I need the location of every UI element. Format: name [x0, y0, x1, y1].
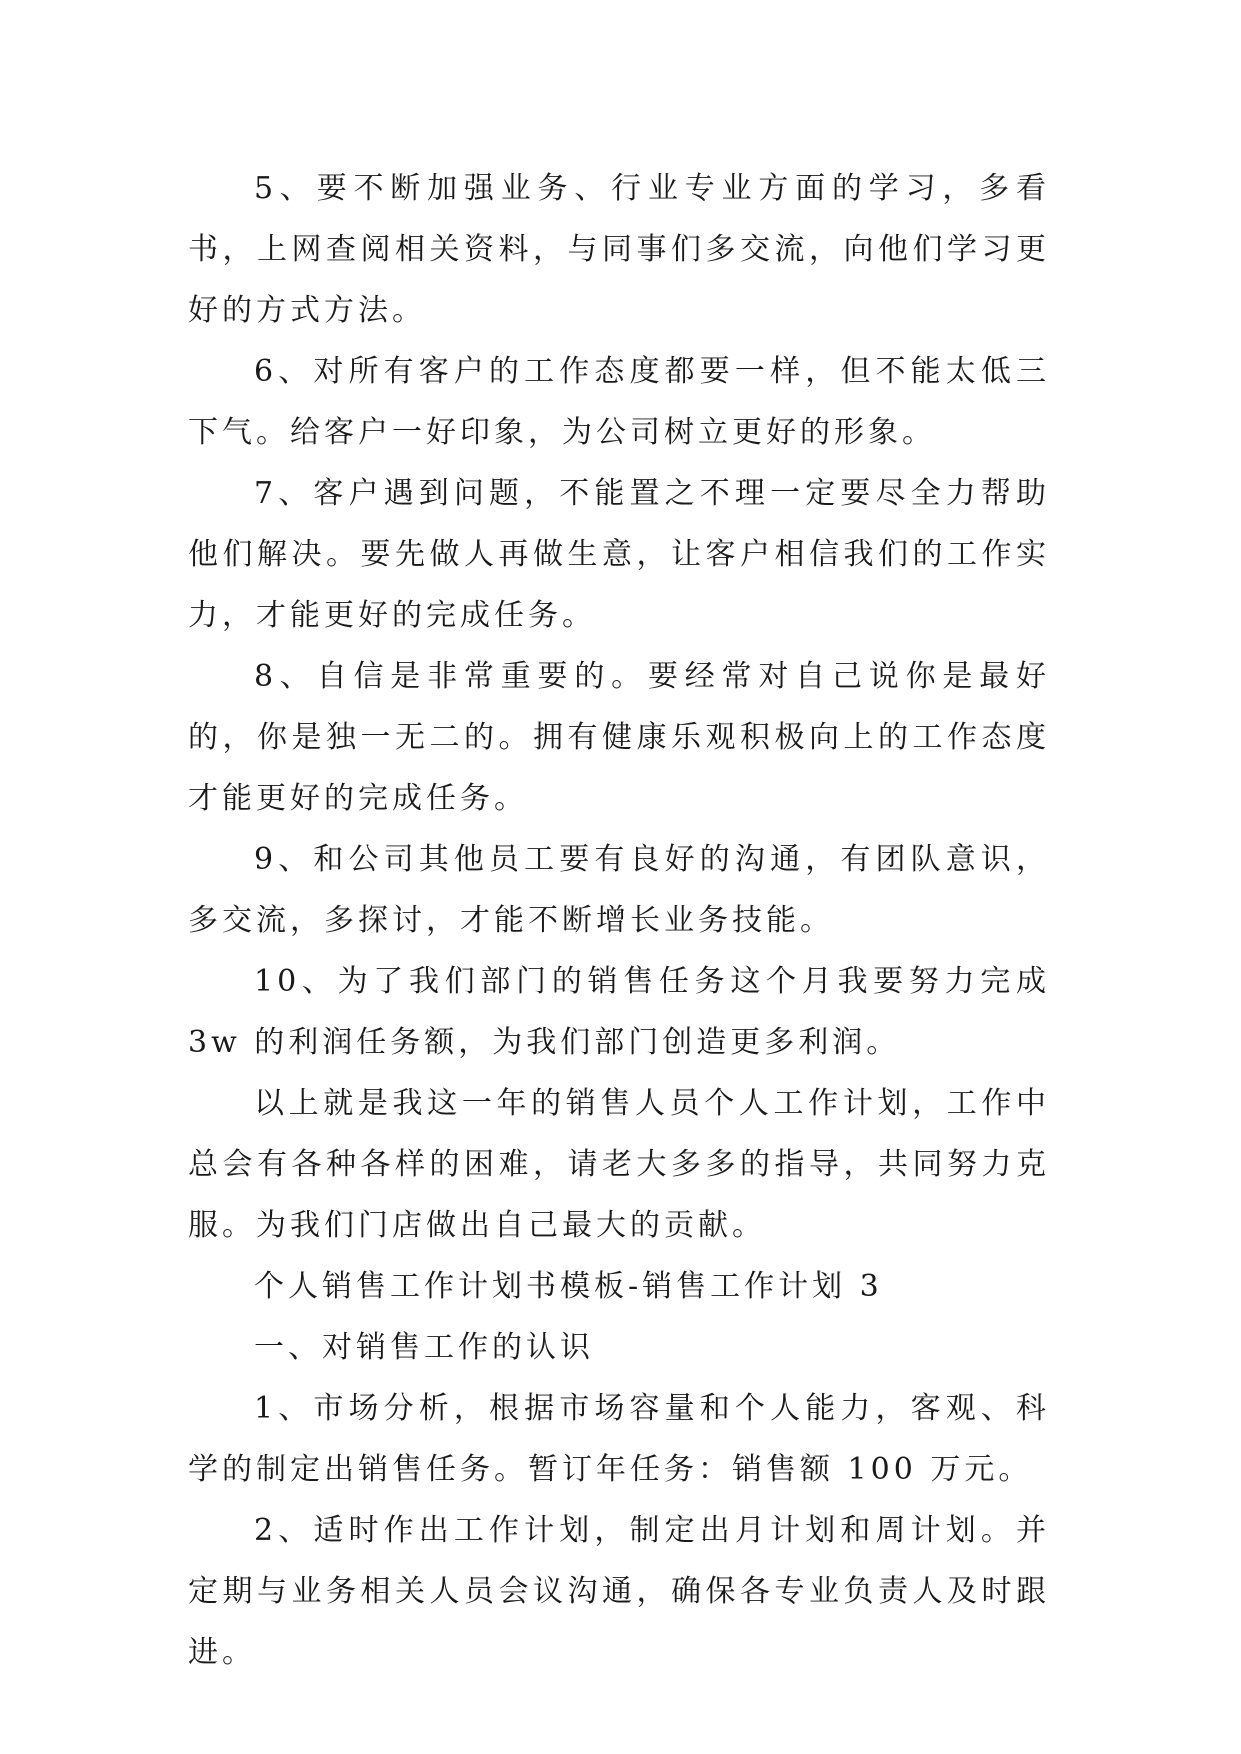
- paragraph-work-plan: 2、适时作出工作计划，制定出月计划和周计划。并定期与业务相关人员会议沟通，确保各专业负责人及时跟进。: [188, 1513, 1050, 1670]
- paragraph-item-5: 5、要不断加强业务、行业专业方面的学习，多看书，上网查阅相关资料，与同事们多交流，向他们学习更好的方式方法。: [188, 171, 1050, 328]
- paragraph-item-10: 10、为了我们部门的销售任务这个月我要努力完成 3w 的利润任务额，为我们部门创造更多利润。: [188, 964, 1050, 1060]
- document-body: [188, 158, 1050, 1683]
- paragraph-item-9: 9、和公司其他员工要有良好的沟通，有团队意识，多交流，多探讨，才能不断增长业务技能。: [188, 842, 1050, 938]
- subsection-heading: 一、对销售工作的认识: [254, 1330, 594, 1365]
- paragraph-item-6: 6、对所有客户的工作态度都要一样，但不能太低三下气。给客户一好印象，为公司树立更好的形象。: [188, 354, 1050, 450]
- paragraph-market-analysis: 1、市场分析，根据市场容量和个人能力，客观、科学的制定出销售任务。暂订年任务：销售额 100 万元。: [188, 1391, 1050, 1487]
- paragraph-item-8: 8、自信是非常重要的。要经常对自己说你是最好的，你是独一无二的。拥有健康乐观积极向上的工作态度才能更好的完成任务。: [188, 659, 1050, 816]
- paragraph-conclusion: 以上就是我这一年的销售人员个人工作计划，工作中总会有各种各样的困难，请老大多多的指导，共同努力克服。为我们门店做出自己最大的贡献。: [188, 1086, 1050, 1243]
- section-heading: 个人销售工作计划书模板-销售工作计划 3: [254, 1269, 883, 1304]
- paragraph-item-7: 7、客户遇到问题，不能置之不理一定要尽全力帮助他们解决。要先做人再做生意，让客户相信我们的工作实力，才能更好的完成任务。: [188, 476, 1050, 633]
